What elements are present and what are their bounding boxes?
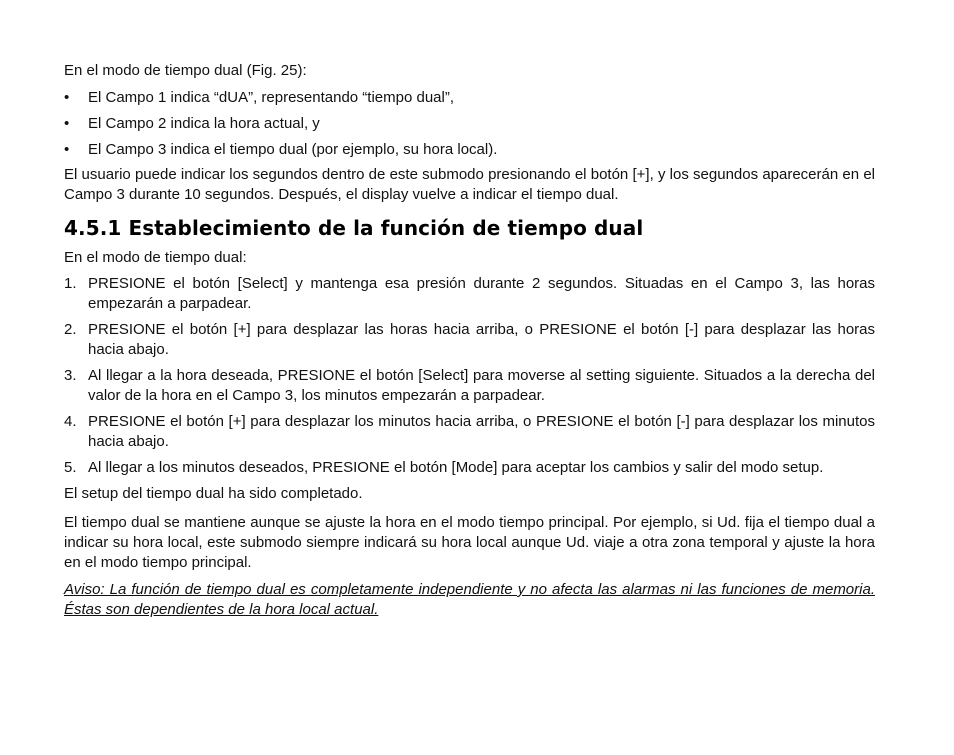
step-text: PRESIONE el botón [+] para desplazar las horas hacia arriba, o PRESIONE el botón [-] para desplazar las horas hacia abajo. <box>88 321 875 358</box>
step-number: 4. <box>64 413 77 430</box>
step-number: 3. <box>64 367 77 384</box>
step-item <box>64 458 875 478</box>
step-text: PRESIONE el botón [Select] y mantenga esa presión durante 2 segundos. Situadas en el Campo 3, las horas empezarán a parpadear. <box>88 275 875 312</box>
step-number: 1. <box>64 275 77 292</box>
bullet-icon: • <box>64 89 70 106</box>
intro-text: En el modo de tiempo dual (Fig. 25): <box>64 62 307 79</box>
setup-intro-text: En el modo de tiempo dual: <box>64 249 247 266</box>
step-item <box>64 412 875 452</box>
bullet-text: El Campo 1 indica “dUA”, representando “tiempo dual”, <box>88 89 455 106</box>
bullet-text: El Campo 3 indica el tiempo dual (por ejemplo, su hora local). <box>88 141 498 158</box>
field-bullet-list <box>64 88 875 160</box>
step-item <box>64 320 875 360</box>
maintain-paragraph: El tiempo dual se mantiene aunque se ajuste la hora en el modo tiempo principal. Por ejemplo, si Ud. fija el tiempo dual a indicar su hora local, este submodo siempre indicará su hora local aunque Ud. viaje a otra zona temporal y ajuste la hora en el modo tiempo principal. <box>64 514 875 571</box>
bullet-icon: • <box>64 141 70 158</box>
step-text: Al llegar a los minutos deseados, PRESIONE el botón [Mode] para aceptar los cambios y salir del modo setup. <box>88 459 824 476</box>
bullet-text: El Campo 2 indica la hora actual, y <box>88 115 320 132</box>
bullet-item <box>64 140 875 160</box>
seconds-paragraph: El usuario puede indicar los segundos dentro de este submodo presionando el botón [+], y los segundos aparecerán en el Campo 3 durante 10 segundos. Después, el display vuelve a indicar el tiempo dual. <box>64 166 875 203</box>
step-number: 2. <box>64 321 77 338</box>
section-heading: 4.5.1 Establecimiento de la función de tiempo dual <box>64 216 644 240</box>
step-item <box>64 366 875 406</box>
step-text: PRESIONE el botón [+] para desplazar los minutos hacia arriba, o PRESIONE el botón [-] para desplazar los minutos hacia abajo. <box>88 413 875 450</box>
bullet-icon: • <box>64 115 70 132</box>
bullet-item <box>64 114 875 134</box>
bullet-item <box>64 88 875 108</box>
step-number: 5. <box>64 459 77 476</box>
notice-text: Aviso: La función de tiempo dual es completamente independiente y no afecta las alarmas ni las funciones de memoria. Éstas son dependientes de la hora local actual. <box>64 581 875 618</box>
step-item <box>64 274 875 314</box>
step-text: Al llegar a la hora deseada, PRESIONE el botón [Select] para moverse al setting siguiente. Situados a la derecha del valor de la hora en el Campo 3, los minutos empezarán a parpadear. <box>88 367 875 404</box>
document-page <box>64 61 875 620</box>
setup-complete-text: El setup del tiempo dual ha sido completado. <box>64 485 363 502</box>
setup-steps-list <box>64 274 875 478</box>
